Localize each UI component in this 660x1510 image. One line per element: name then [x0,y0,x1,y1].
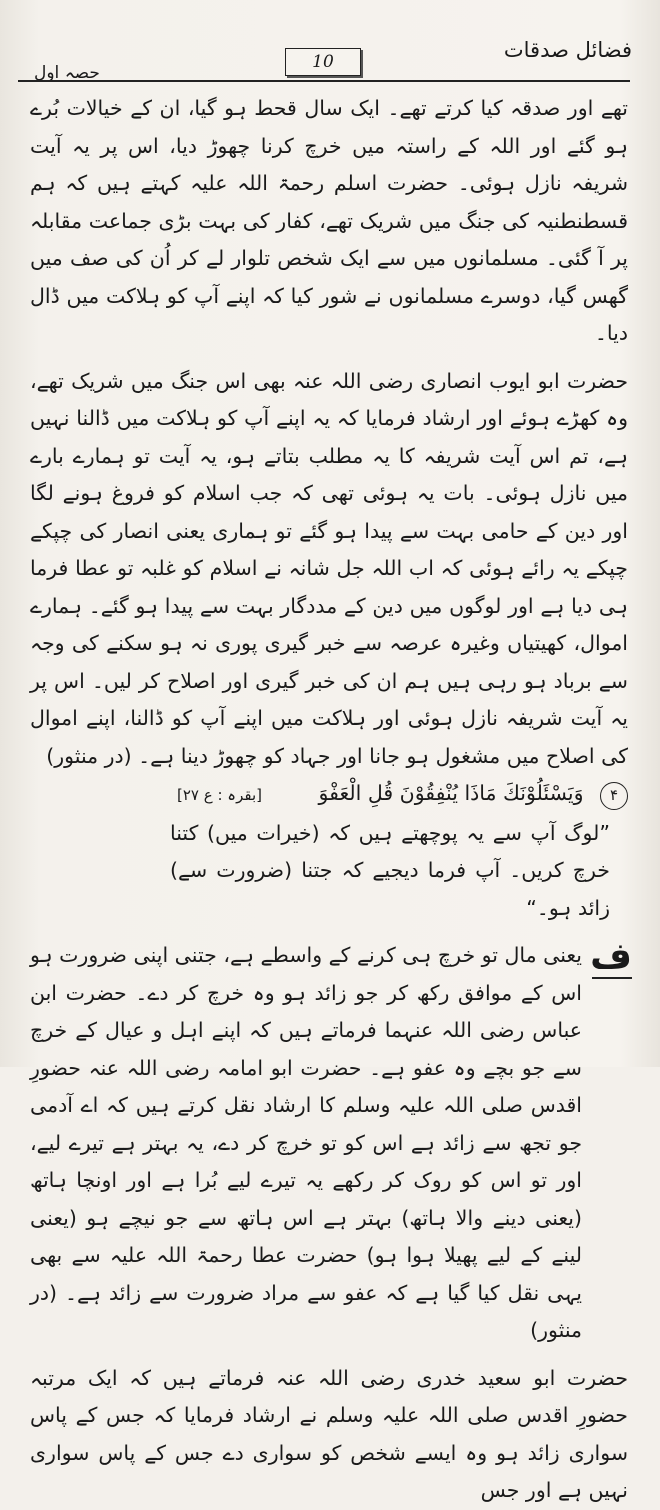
verse-number: ۴ [600,782,628,810]
text-line: یعنی مال تو خرچ ہی کرنے کے واسطے ہے، جتنی اپنی ضرورت ہو اس کے موافق رکھ کر جو [30,943,582,1005]
fawaid-text [30,937,582,1350]
paragraph-2 [30,363,628,776]
header-rule [18,80,630,82]
page-number: 10 [312,52,334,72]
verse-arabic: وَيَسْئَلُوْنَكَ مَاذَا يُنْفِقُوْنَ قُلِ الْعَفْوَ [318,781,584,805]
text-line: کہ یہ اپنے آپ کو ہلاکت میں ڈالنا نہیں ہے، تم اس آیت شریفہ کا یہ مطلب بتاتے ہو، یہ آیت تو [30,406,628,468]
text-line: تلوار لے کر اُن کی صف میں گھس گیا، دوسرے مسلمانوں نے شور کیا کہ اپنے آپ کو ہلاکت میں [30,246,628,308]
paragraph-1 [30,90,628,353]
verse-reference: [بقرہ : ع ۲۷] [177,786,262,804]
page-body [30,90,632,1510]
verse-line [30,775,628,815]
verse-translation [30,815,628,928]
text-line: خرچ سے جو بچے وہ عفو ہے۔ حضرت ابو امامہ رضی اللہ عنہ حضورِ اقدس صلی اللہ علیہ وسلم کا ارشاد نقل کرتے ہیں کہ [30,1018,582,1117]
page-number-box [285,48,361,76]
text-line: ہمارے بارے میں نازل ہوئی۔ بات یہ ہوئی تھی کہ جب اسلام کو فروغ ہونے لگا اور دین کے حامی [30,443,628,543]
text-line: جس کے پاس سواری زائد ہو وہ ایسے شخص کو سواری دے جس کے پاس سواری نہیں ہے اور جس [30,1403,628,1502]
part-label: حصہ اول [34,63,100,83]
paragraph-3 [30,1360,628,1510]
text-line: حضرت ابو ایوب انصاری رضی اللہ عنہ بھی اس جنگ میں شریک تھے، وہ کھڑے ہوئے اور ارشاد فرمایا [30,368,628,430]
text-line: زائد ہے۔ (در منثور) [30,1280,582,1342]
text-line: میں خرچ کرنا چھوڑ دیا، اس پر یہ آیت شریفہ نازل ہوئی۔ حضرت اسلم رحمۃ اللہ علیہ کہتے ہیں کہ ہم قسطنطنیہ [30,133,628,233]
fawaid-label: ف [590,936,632,977]
text-line: ڈال دیا۔ [30,283,628,345]
text-line: (ضرورت سے) زائد ہو۔“ [170,858,610,920]
book-title: فضائل صدقات [503,38,632,62]
text-line: زائد ہو وہ خرچ کر دے۔ حضرت ابن عباس رضی اللہ عنہما فرماتے ہیں کہ اپنے اہل و عیال کے [30,980,582,1042]
text-line: حضرت ابو سعید خدری رضی اللہ عنہ فرماتے ہیں کہ ایک مرتبہ حضورِ اقدس صلی اللہ علیہ وسلم نے ارشاد فرمایا کہ [30,1365,628,1427]
text-line: رکھے یہ تیرے لیے بُرا ہے اور اونچا ہاتھ (یعنی دینے والا ہاتھ) بہتر ہے اس ہاتھ سے جو نیچے ہو (یعنی [30,1168,582,1230]
text-line: اصلاح میں مشغول ہو جانا اور جہاد کو چھوڑ دینا ہے۔ (در منثور) [46,743,595,768]
text-line: اصلاح کر لیں۔ اس پر یہ آیت شریفہ نازل ہوئی اور ہلاکت میں اپنے آپ کو ڈالنا، اپنے اموال کی [30,668,628,768]
text-line: اے آدمی جو تجھ سے زائد ہے اس کو تو خرچ کر دے، یہ بہتر ہے تیرے لیے، اور تو اس کو روک کر [30,1093,582,1192]
text-line: ”لوگ آپ سے یہ پوچھتے ہیں کہ (خیرات میں) کتنا خرچ کریں۔ آپ فرما دیجیے کہ جتنا [170,820,610,882]
text-line: کھیتیاں وغیرہ عرصہ سے خبر گیری پوری نہ ہو سکنے کی وجہ سے برباد ہو رہی ہیں ہم ان کی خبر گیری اور [30,631,628,693]
text-line: بہت سے پیدا ہو گئے تو ہماری یعنی انصار کی چپکے چپکے یہ رائے ہوئی کہ اب اللہ جل شانہ نے اسلام [30,518,628,580]
text-line: لینے کے لیے پھیلا ہوا ہو) حضرت عطا رحمۃ اللہ علیہ سے بھی یہی نقل کیا گیا ہے کہ عفو سے مراد ضرورت سے [30,1243,582,1305]
fawaid-section [30,936,632,1350]
text-line: کو غلبہ تو عطا فرما ہی دیا ہے اور لوگوں میں دین کے مددگار بہت سے پیدا ہو گئے۔ ہمارے اموال، [30,556,628,655]
text-line: تھے اور صدقہ کیا کرتے تھے۔ ایک سال قحط ہو گیا، ان کے خیالات بُرے ہو گئے اور اللہ کے راستہ [30,96,628,158]
text-line: کی جنگ میں شریک تھے، کفار کی بہت بڑی جماعت مقابلہ پر آ گئی۔ مسلمانوں میں سے ایک شخص [30,208,628,270]
